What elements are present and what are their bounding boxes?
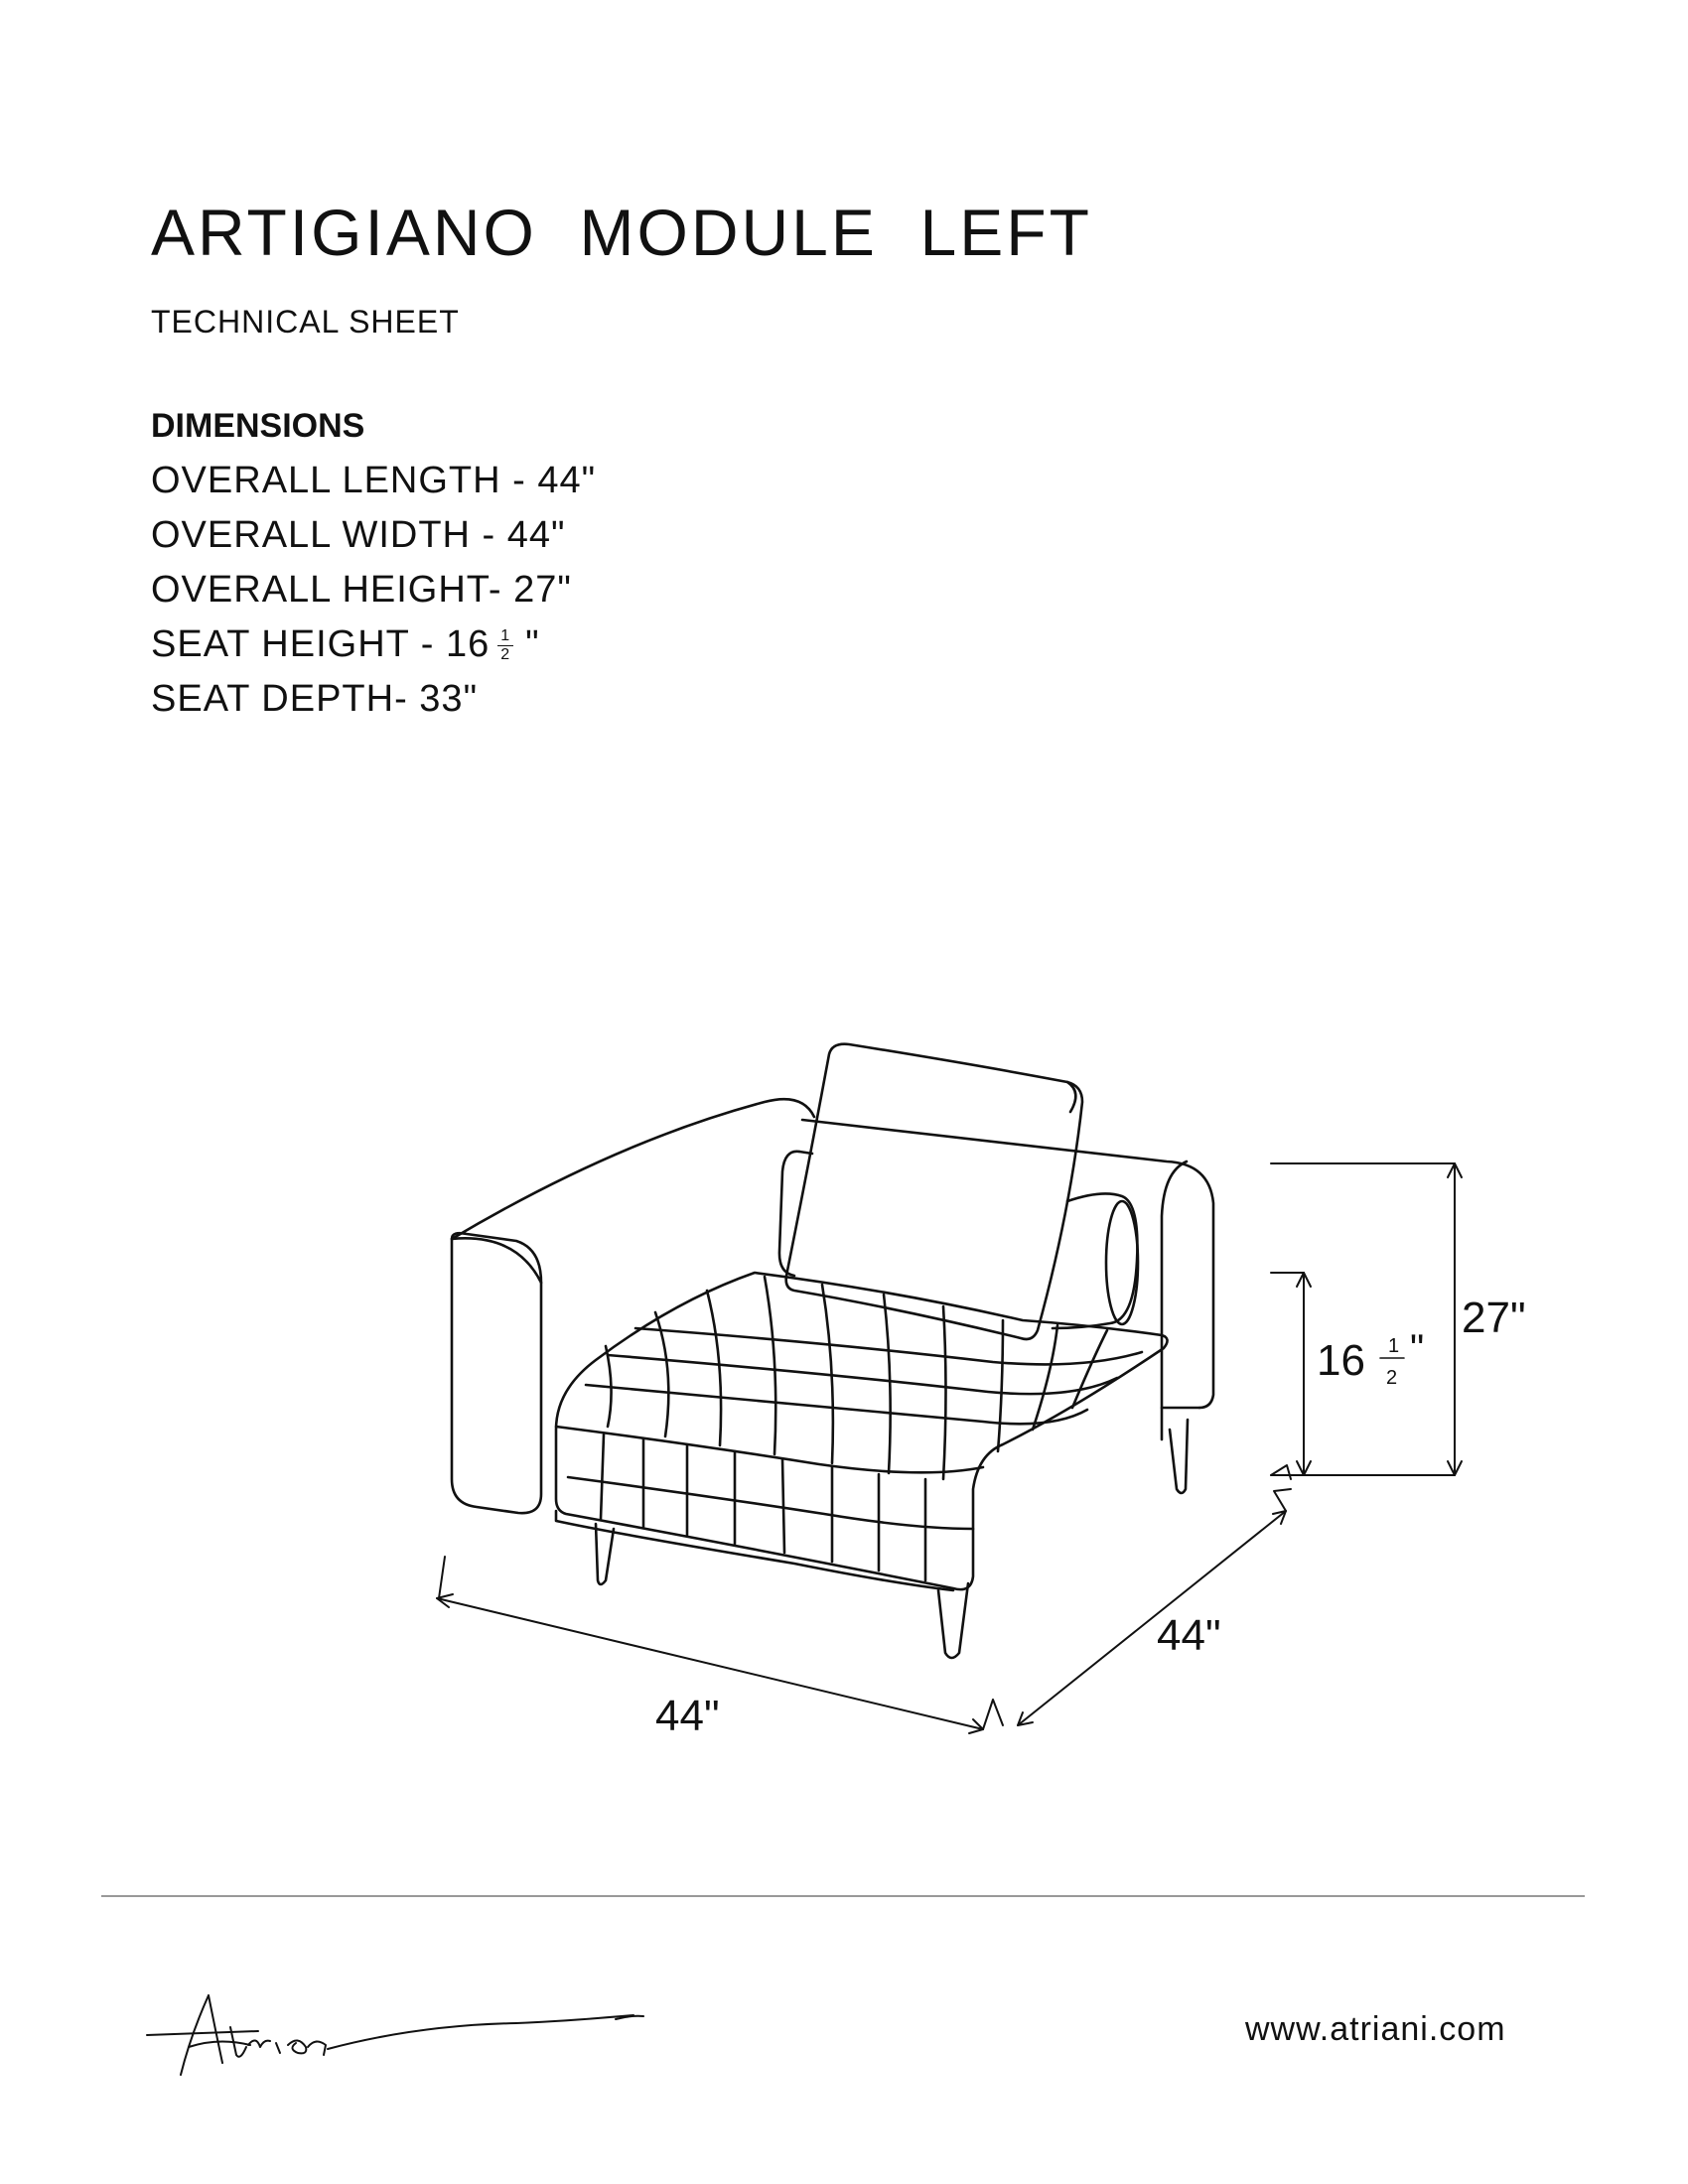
legs	[596, 1420, 1188, 1658]
footer-divider	[101, 1895, 1585, 1897]
seat-height-label-denominator: 2	[1386, 1367, 1398, 1389]
depth-dimension-label: 44"	[1157, 1611, 1221, 1660]
seat-height-label-unit: "	[1410, 1327, 1425, 1371]
dimensions-heading: DIMENSIONS	[151, 407, 365, 445]
website-link[interactable]: www.atriani.com	[1245, 2010, 1506, 2048]
seat-height-fraction-numerator: 1	[497, 627, 513, 646]
seat-depth: SEAT DEPTH- 33"	[151, 678, 479, 720]
seat-height-unit: "	[525, 623, 540, 665]
page-title: ARTIGIANO MODULE LEFT	[151, 196, 1092, 269]
seat-height-dimension-label: 16	[1317, 1336, 1365, 1385]
width-dimension-label: 44"	[655, 1692, 720, 1740]
overall-height: OVERALL HEIGHT- 27"	[151, 569, 572, 611]
overall-length: OVERALL LENGTH - 44"	[151, 460, 597, 501]
left-arm	[452, 1233, 541, 1513]
seat-height-value: SEAT HEIGHT - 16	[151, 623, 491, 665]
back-cushion	[786, 1044, 1082, 1339]
seat-cushion	[556, 1273, 1168, 1589]
page-subtitle: TECHNICAL SHEET	[151, 304, 460, 340]
atriani-signature-logo	[139, 1976, 655, 2085]
seat-height-label-numerator: 1	[1388, 1335, 1400, 1357]
depth-dimension	[1018, 1489, 1291, 1725]
seat-height-fraction-denominator: 2	[500, 646, 511, 664]
overall-width: OVERALL WIDTH - 44"	[151, 514, 566, 556]
width-dimension	[437, 1557, 1003, 1733]
seat-height-dimension	[1271, 1273, 1311, 1479]
height-dimension	[1271, 1163, 1462, 1475]
height-dimension-label: 27"	[1462, 1294, 1526, 1342]
